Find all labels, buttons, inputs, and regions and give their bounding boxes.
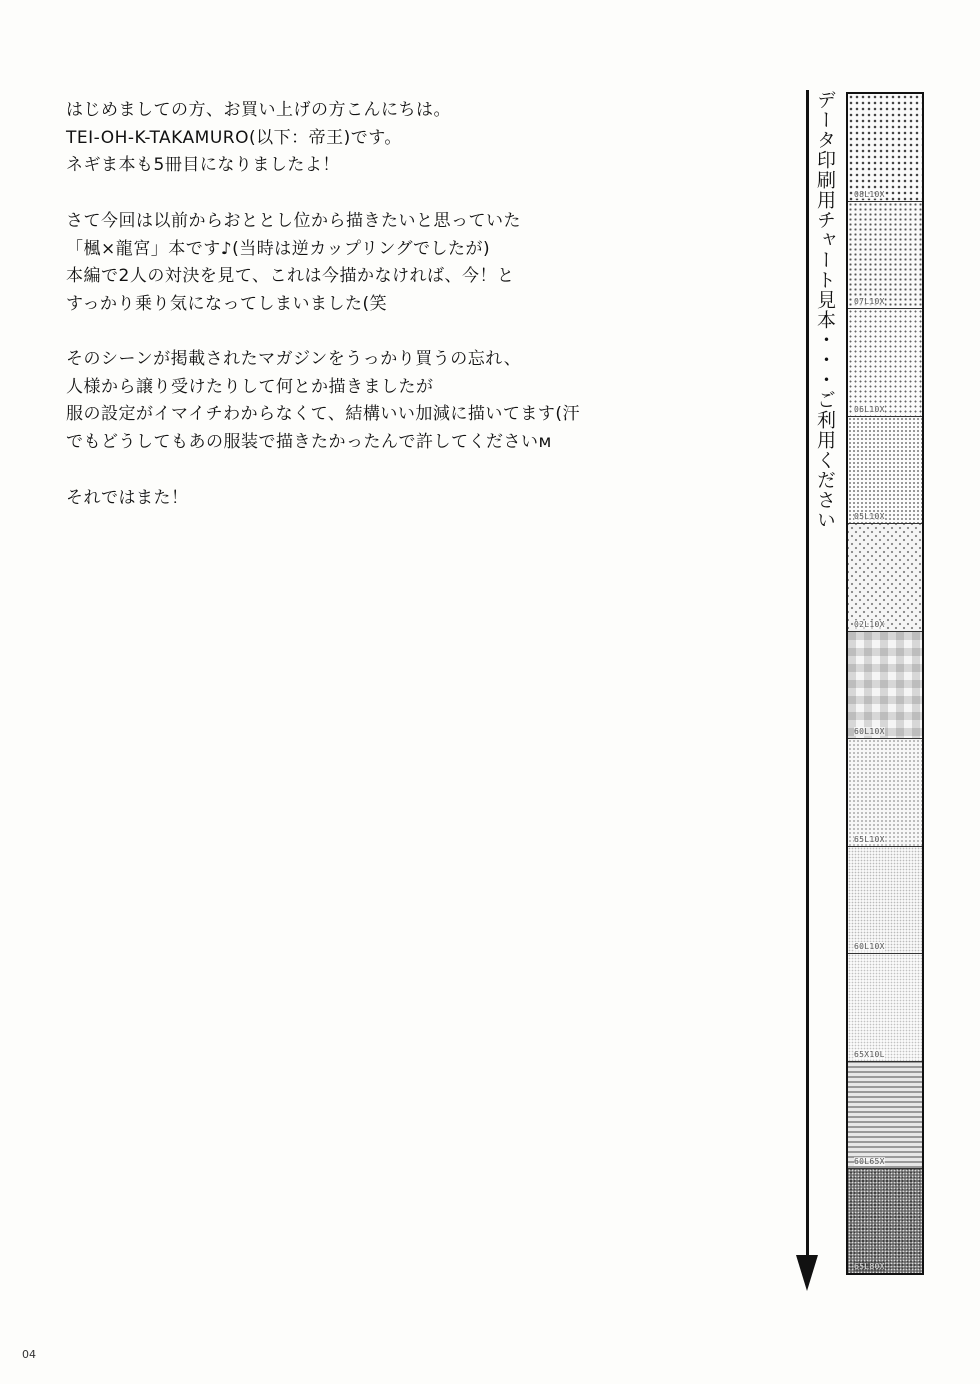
- text-line: 「楓×龍宮」本です♪(当時は逆カップリングでしたが): [66, 238, 491, 259]
- tone-label: 65L10X: [854, 835, 885, 844]
- text-line: 服の設定がイマイチわからなくて、結構いい加減に描いてます(汗: [66, 404, 580, 424]
- tone-label: 60L10X: [854, 942, 885, 951]
- paragraph-notes: [66, 346, 580, 456]
- paragraph-intro: [66, 208, 521, 318]
- text-line: さて今回は以前からおととし位から描きたいと思っていた: [66, 211, 521, 231]
- tone-sample: [848, 309, 922, 417]
- tone-sample: [848, 1062, 922, 1169]
- text-line: それではまた！: [66, 488, 189, 508]
- tone-sample: [848, 739, 922, 847]
- tone-chart: [846, 92, 924, 1275]
- tone-sample: [848, 94, 922, 202]
- paragraph-closing: [66, 485, 189, 513]
- tone-label: 07L10X: [854, 297, 885, 306]
- page-number: 04: [22, 1348, 36, 1361]
- chart-title: データ印刷用チャート見本・・・ご利用ください: [814, 90, 836, 530]
- arrow-line: [806, 90, 809, 1260]
- tone-label: 05L10X: [854, 512, 885, 521]
- tone-sample: [848, 1169, 922, 1273]
- tone-label: 02L10X: [854, 620, 885, 629]
- paragraph-greeting: [66, 97, 451, 180]
- tone-sample: [848, 954, 922, 1062]
- arrow-down-icon: [796, 1255, 818, 1291]
- text-line: すっかり乗り気になってしまいました(笑: [66, 293, 388, 314]
- tone-sample: [848, 524, 922, 632]
- tone-sample: [848, 847, 922, 954]
- text-line: そのシーンが掲載されたマガジンをうっかり買うの忘れ、: [66, 349, 522, 369]
- tone-label: 60L10X: [854, 727, 885, 736]
- tone-label: 65L80X: [854, 1262, 885, 1271]
- tone-label: 60L65X: [854, 1157, 885, 1166]
- text-line: ネギま本も5冊目になりましたよ！: [66, 155, 340, 175]
- tone-label: 06L10X: [854, 405, 885, 414]
- tone-label: 08L10X: [854, 190, 885, 199]
- tone-sample: [848, 202, 922, 309]
- text-line: TEI-OH-K-TAKAMURO(以下：帝王)です。: [66, 127, 402, 148]
- text-line: はじめましての方、お買い上げの方こんにちは。: [66, 100, 451, 120]
- tone-sample: [848, 417, 922, 524]
- text-line: 人様から譲り受けたりして何とか描きましたが: [66, 376, 434, 397]
- text-line: 本編で2人の対決を見て、これは今描かなければ、今！と: [66, 266, 515, 286]
- tone-label: 65X10L: [854, 1050, 885, 1059]
- text-line: でもどうしてもあの服装で描きたかったんで許してくださいм: [66, 431, 552, 452]
- tone-sample: [848, 632, 922, 739]
